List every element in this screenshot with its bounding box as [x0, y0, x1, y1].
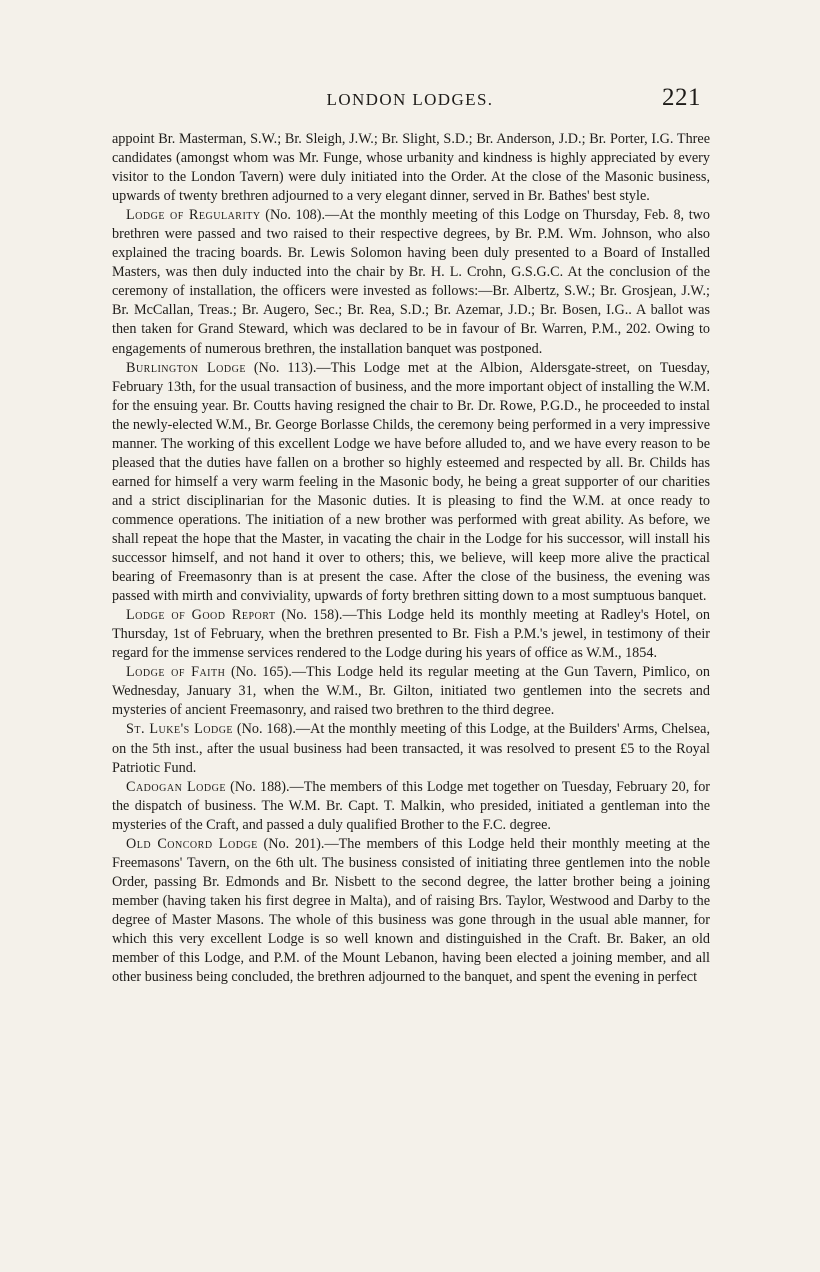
lodge-name: Cadogan Lodge [126, 778, 226, 795]
running-title: LONDON LODGES. [326, 90, 494, 109]
paragraph-text: (No. 165).—This Lodge held its regular meeting at the Gun Tavern, Pimlico, on Wednesday, January 31, when the W.M., Br. Gilton, initiated two gentlemen into the secrets and mysteries of ancient Freemasonry, and raised two brethren to the third degree. [112, 664, 710, 719]
article-body [112, 130, 710, 987]
paragraph-old-concord-lodge [112, 835, 710, 987]
paragraph-text: (No. 201).—The members of this Lodge held their monthly meeting at the Freemasons' Tavern, on the 6th ult. The business consisted of initiating three gentlemen into the noble Order, passing Br. Edmonds and Br. Nisbett to the second degree, the latter brother being a joining member (having taken his first degree in Malta), and of raising Brs. Taylor, Westwood and Darby to the degree of Master Masons. The whole of this business was gone through in the usual able manner, for which this very excellent Lodge is so well known and distinguished in the Craft. Br. Baker, an old member of this Lodge, and P.M. of the Mount Lebanon, having been elected a joining member, and all other business being concluded, the brethren adjourned to the banquet, and spent the evening in perfect [112, 835, 710, 986]
paragraph-text: (No. 158).—This Lodge held its monthly meeting at Radley's Hotel, on Thursday, 1st of February, when the brethren presented to Br. Fish a P.M.'s jewel, in testimony of their regard for the immense services rendered to the Lodge during his years of office as W.M., 1854. [112, 607, 710, 662]
lodge-name: Old Concord Lodge [126, 835, 258, 852]
paragraph-text: (No. 108).—At the monthly meeting of this Lodge on Thursday, Feb. 8, two brethren were passed and two raised to their respective degrees, by Br. P.M. Wm. Johnson, who also explained the tracing boards. Br. Lewis Solomon having been duly presented to a Board of Installed Masters, was then duly inducted into the chair by Br. H. L. Crohn, G.S.G.C. At the conclusion of the ceremony of installation, the officers were invested as follows:—Br. Albertz, S.W.; Br. Grosjean, J.W.; Br. McCallan, Treas.; Br. Augero, Sec.; Br. Rea, S.D.; Br. Azemar, J.D.; Br. Bosen, I.G.. A ballot was then taken for Grand Steward, which was declared to be in favour of Br. Warren, P.M., 202. Owing to engagements of numerous brethren, the installation banquet was postponed. [112, 207, 710, 357]
lodge-name: St. Luke's Lodge [126, 721, 234, 738]
paragraph-text: (No. 113).—This Lodge met at the Albion, Aldersgate-street, on Tuesday, February 13th, for the usual transaction of business, and the more important object of installing the W.M. for the ensuing year. Br. Coutts having resigned the chair to Br. Dr. Rowe, P.G.D., he proceeded to instal the newly-elected W.M., Br. George Borlasse Childs, the ceremony being performed in a very impressive manner. The working of this excellent Lodge we have before alluded to, and we have every reason to be pleased that the duties have fallen on a brother so highly esteemed and respected by all. Br. Childs has earned for himself a very warm feeling in the Masonic body, he being a great supporter of our charities and a strict disciplinarian for the Masonic duties. It is pleasing to find the W.M. at once ready to commence operations. The initiation of a new brother was performed with great ability. As before, we shall repeat the hope that the Master, in vacating the chair in the Lodge for his successor, will install his successor himself, and not hand it over to others; this, we believe, will keep more alive the practical bearing of Freemasonry than is at present the case. After the close of the business, the evening was passed with mirth and conviviality, upwards of forty brethren sitting down to a most sumptuous banquet. [112, 359, 710, 605]
lodge-name: Lodge of Regularity [126, 207, 261, 224]
lodge-name: Lodge of Good Report [126, 607, 276, 624]
paragraph-burlington-lodge [112, 359, 710, 607]
page-header [0, 84, 820, 124]
paragraph-continuation [112, 130, 710, 206]
paragraph-st-lukes-lodge [112, 720, 710, 777]
paragraph-cadogan-lodge [112, 778, 710, 835]
paragraph-text: (No. 188).—The members of this Lodge met together on Tuesday, February 20, for the dispatch of business. The W.M. Br. Capt. T. Malkin, who presided, initiated a gentleman into the mysteries of the Craft, and passed a duly qualified Brother to the F.C. degree. [112, 778, 711, 833]
paragraph-lodge-of-regularity [112, 206, 710, 358]
paragraph-lodge-of-faith [112, 663, 710, 720]
page-number: 221 [662, 84, 701, 111]
paragraph-text: appoint Br. Masterman, S.W.; Br. Sleigh, J.W.; Br. Slight, S.D.; Br. Anderson, J.D.; Br. Porter, I.G. Three candidates (amongst whom was Mr. Funge, whose urbanity and kindness is highly appreciated by every visitor to the London Tavern) were duly initiated into the Order. At the close of the Masonic business, upwards of twenty brethren adjourned to a very elegant dinner, served in Br. Bathes' best style. [112, 131, 710, 205]
lodge-name: Lodge of Faith [126, 664, 226, 681]
lodge-name: Burlington Lodge [126, 359, 246, 376]
paragraph-lodge-of-good-report [112, 606, 710, 663]
paragraph-text: (No. 168).—At the monthly meeting of this Lodge, at the Builders' Arms, Chelsea, on the 5th inst., after the usual business had been transacted, it was resolved to present £5 to the Royal Patriotic Fund. [112, 721, 710, 776]
